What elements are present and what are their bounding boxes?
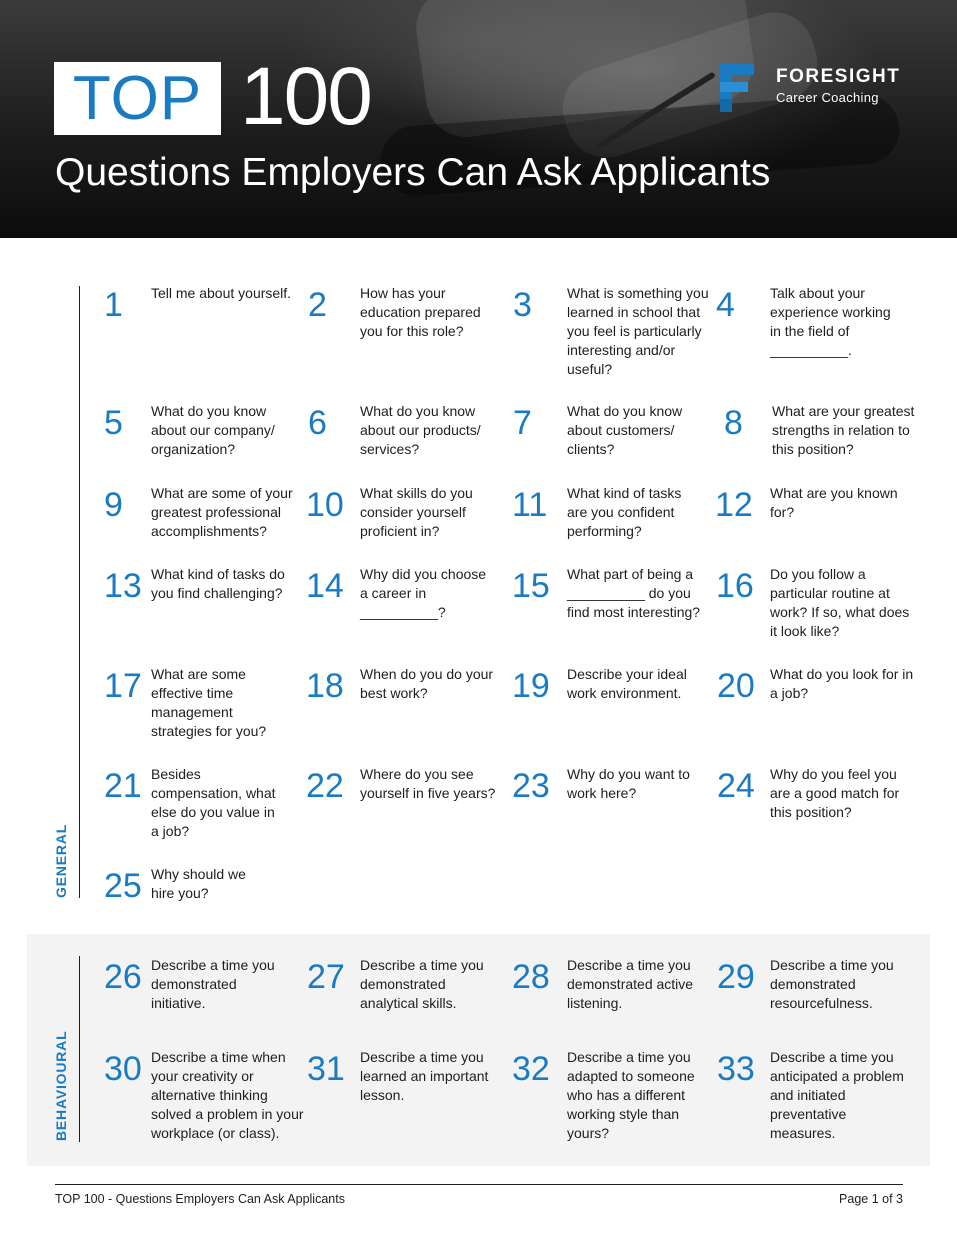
question-number: 18: [306, 667, 344, 705]
foresight-logo: [718, 64, 918, 114]
question-text: What are some of your greatest professional accomplishments?: [151, 485, 293, 539]
question-text: What do you know about our company/ organization?: [151, 403, 275, 457]
question-number: 28: [512, 958, 550, 996]
question-text: Why do you feel you are a good match for this position?: [770, 766, 900, 820]
foresight-f-logo-icon: [718, 64, 758, 112]
question-number: 32: [512, 1050, 550, 1088]
question-text: What are you known for?: [770, 485, 898, 520]
question-text: What kind of tasks do you find challenging?: [151, 566, 285, 601]
logo-name: FORESIGHT: [776, 66, 901, 87]
question-number: 6: [308, 404, 327, 442]
title-top-word: TOP: [54, 62, 221, 135]
question-text: When do you do your best work?: [360, 666, 494, 701]
question-text: Do you follow a particular routine at work? If so, what does it look like?: [770, 566, 910, 639]
question-text: How has your education prepared you for this role?: [360, 285, 481, 339]
question-number: 3: [513, 286, 532, 324]
question-number: 1: [104, 286, 123, 324]
question-number: 27: [307, 958, 345, 996]
question-text: Describe a time you demonstrated active listening.: [567, 957, 694, 1011]
question-text: What do you know about customers/ clients?: [567, 403, 683, 457]
behavioural-section-label: BEHAVIOURAL: [53, 1030, 69, 1141]
question-number: 31: [307, 1050, 345, 1088]
question-number: 7: [513, 404, 532, 442]
question-number: 24: [717, 767, 755, 805]
question-number: 16: [716, 567, 754, 605]
question-number: 29: [717, 958, 755, 996]
footer-divider: [55, 1184, 903, 1185]
question-number: 22: [306, 767, 344, 805]
question-number: 13: [104, 567, 142, 605]
question-text: Describe a time you demonstrated analytical skills.: [360, 957, 484, 1011]
question-text: What do you know about our products/ services?: [360, 403, 481, 457]
question-number: 14: [306, 567, 344, 605]
question-text: Where do you see yourself in five years?: [360, 766, 496, 801]
question-text: What are your greatest strengths in relation to this position?: [772, 403, 915, 457]
question-number: 19: [512, 667, 550, 705]
question-text: Describe a time you learned an important lesson.: [360, 1049, 489, 1103]
question-text: Describe a time you demonstrated initiative.: [151, 957, 275, 1011]
question-text: What do you look for in a job?: [770, 666, 914, 701]
question-text: What kind of tasks are you confident performing?: [567, 485, 682, 539]
question-text: Why do you want to work here?: [567, 766, 690, 801]
question-text: What skills do you consider yourself proficient in?: [360, 485, 473, 539]
question-number: 33: [717, 1050, 755, 1088]
question-text: Why did you choose a career in __________?: [360, 566, 487, 620]
general-section-label: GENERAL: [53, 823, 69, 898]
page-subtitle: Questions Employers Can Ask Applicants: [55, 151, 771, 194]
question-text: Describe a time when your creativity or alternative thinking solved a problem in your workplace (or class).: [151, 1049, 304, 1141]
question-number: 25: [104, 867, 142, 905]
header-banner: [0, 0, 957, 238]
general-section-rule: [79, 286, 80, 898]
question-number: 9: [104, 486, 123, 524]
title-top-number: 100: [240, 51, 371, 142]
question-number: 30: [104, 1050, 142, 1088]
question-number: 26: [104, 958, 142, 996]
logo-tagline: Career Coaching: [776, 90, 879, 105]
question-text: Talk about your experience working in the field of __________.: [770, 285, 891, 358]
question-number: 23: [512, 767, 550, 805]
question-number: 8: [724, 404, 743, 442]
question-number: 10: [306, 486, 344, 524]
question-text: Why should we hire you?: [151, 866, 246, 901]
question-number: 17: [104, 667, 142, 705]
question-text: What part of being a __________ do you find most interesting?: [567, 566, 701, 620]
behavioural-section-rule: [79, 956, 80, 1142]
question-number: 5: [104, 404, 123, 442]
question-text: Tell me about yourself.: [151, 285, 292, 301]
question-number: 2: [308, 286, 327, 324]
question-number: 4: [716, 286, 735, 324]
footer-document-title: TOP 100 - Questions Employers Can Ask Applicants: [55, 1192, 345, 1206]
question-text: What are some effective time management strategies for you?: [151, 666, 267, 739]
question-number: 11: [512, 486, 548, 524]
question-text: Describe a time you demonstrated resourcefulness.: [770, 957, 894, 1011]
question-text: Describe a time you anticipated a problem and initiated preventative measures.: [770, 1049, 904, 1141]
question-text: Describe a time you adapted to someone who has a different working style than yours?: [567, 1049, 695, 1141]
question-number: 21: [104, 767, 142, 805]
question-text: Describe your ideal work environment.: [567, 666, 687, 701]
question-number: 15: [512, 567, 550, 605]
question-number: 12: [715, 486, 753, 524]
question-number: 20: [717, 667, 755, 705]
question-text: What is something you learned in school that you feel is particularly interesting and/or useful?: [567, 285, 709, 377]
question-text: Besides compensation, what else do you value in a job?: [151, 766, 276, 839]
footer-page-number: Page 1 of 3: [839, 1192, 903, 1206]
